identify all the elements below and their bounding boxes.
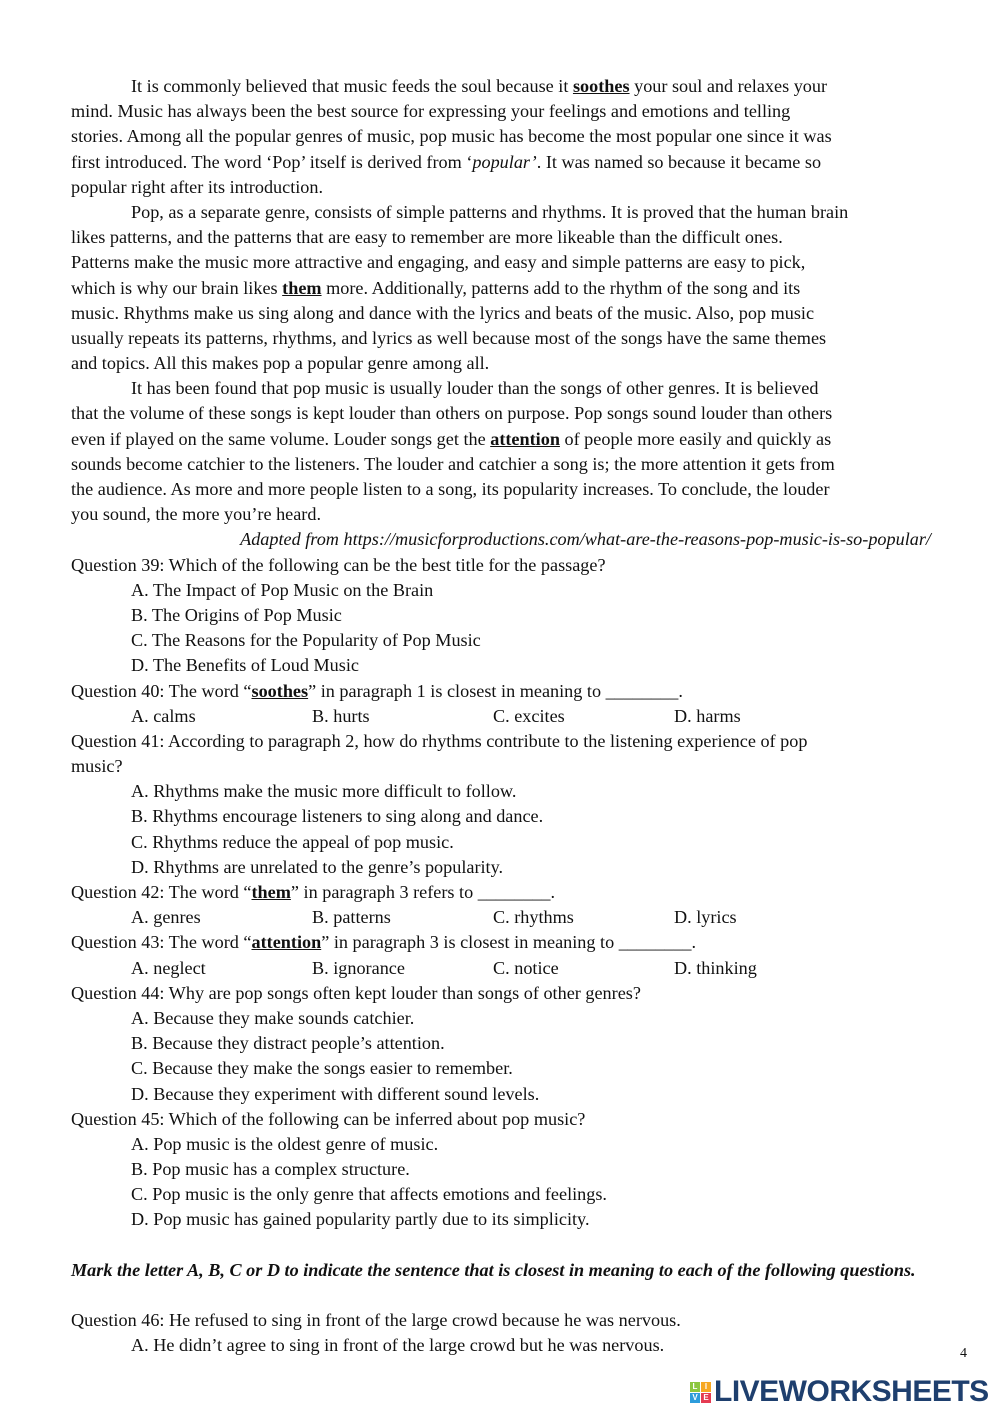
text-line xyxy=(71,553,931,578)
text-segment: of people more easily and quickly as xyxy=(559,428,832,449)
text-segment: C. The Reasons for the Popularity of Pop Music xyxy=(131,630,481,651)
text-segment: Question 41: According to paragraph 2, how do rhythms contribute to the listening experience of pop xyxy=(71,730,808,751)
underlined-word: attention xyxy=(490,428,560,449)
text-line xyxy=(71,452,931,477)
text-line xyxy=(71,99,931,124)
text-line xyxy=(71,1107,931,1132)
logo-tile: E xyxy=(701,1393,711,1403)
text-segment: mind. Music has always been the best source for expressing your feelings and emotions and telling xyxy=(71,101,791,122)
text-segment: more. Additionally, patterns add to the rhythm of the song and its xyxy=(321,277,801,298)
text-segment: music? xyxy=(71,756,123,777)
text-segment: Adapted from https://musicforproductions.com/what-are-the-reasons-pop-music-is-so-popular/ xyxy=(240,529,931,550)
text-line xyxy=(71,1006,931,1031)
answer-option: B. ignorance xyxy=(312,957,405,978)
text-line xyxy=(71,855,931,880)
page-number: 4 xyxy=(960,1346,967,1361)
answer-option: D. harms xyxy=(674,705,741,726)
text-segment: C. Because they make the songs easier to remember. xyxy=(131,1058,513,1079)
text-line xyxy=(71,1031,931,1056)
logo-tile: V xyxy=(690,1393,700,1403)
text-line xyxy=(71,376,931,401)
source-citation xyxy=(71,527,931,552)
text-segment: which is why our brain likes xyxy=(71,277,283,298)
text-line xyxy=(71,628,931,653)
answer-option: A. calms xyxy=(131,705,196,726)
text-line xyxy=(71,1157,931,1182)
text-segment: ” in paragraph 3 refers to ________. xyxy=(290,882,556,902)
text-line xyxy=(71,427,931,452)
text-segment: B. Rhythms encourage listeners to sing along and dance. xyxy=(131,806,544,827)
underlined-word: attention xyxy=(251,932,322,953)
text-line xyxy=(71,250,931,275)
text-segment: D. Pop music has gained popularity partly due to its simplicity. xyxy=(131,1209,590,1230)
text-line xyxy=(71,326,931,351)
text-segment: Question 44: Why are pop songs often kept louder than songs of other genres? xyxy=(71,982,641,1003)
text-line xyxy=(71,1333,931,1358)
text-segment: even if played on the same volume. Louder songs get the xyxy=(71,428,491,449)
text-line xyxy=(71,150,931,175)
answer-option: B. patterns xyxy=(312,907,391,928)
worksheet-document xyxy=(71,74,931,1358)
logo-tile: L xyxy=(690,1382,700,1392)
text-line xyxy=(71,175,931,200)
text-line xyxy=(71,930,931,955)
text-segment: Pop, as a separate genre, consists of simple patterns and rhythms. It is proved that the human brain xyxy=(131,201,849,222)
answer-option: A. neglect xyxy=(131,957,206,978)
text-line xyxy=(71,704,931,729)
text-segment: It is commonly believed that music feeds the soul because it xyxy=(131,76,573,96)
answer-option: B. hurts xyxy=(312,705,370,726)
text-segment: sounds become catchier to the listeners. The louder and catchier a song is; the more attention it gets from xyxy=(71,453,835,474)
text-segment: likes patterns, and the patterns that are easy to remember are more likeable than the difficult ones. xyxy=(71,227,783,248)
text-line xyxy=(71,905,931,930)
answer-option: C. notice xyxy=(493,957,559,978)
text-segment: popular right after its introduction. xyxy=(71,176,324,197)
text-segment: B. Because they distract people’s attention. xyxy=(131,1033,445,1054)
text-segment: A. The Impact of Pop Music on the Brain xyxy=(131,579,434,600)
text-segment: Question 43: The word “ xyxy=(71,932,252,953)
logo-text: LIVEWORKSHEETS xyxy=(714,1375,989,1408)
answer-option: A. genres xyxy=(131,907,201,928)
text-segment: A. Pop music is the oldest genre of music. xyxy=(131,1133,439,1154)
text-line xyxy=(71,729,931,754)
text-segment: A. Because they make sounds catchier. xyxy=(131,1007,415,1028)
answer-option: C. rhythms xyxy=(493,907,574,928)
logo-tile: I xyxy=(701,1382,711,1392)
text-line xyxy=(71,1056,931,1081)
text-line xyxy=(71,1082,931,1107)
text-segment: usually repeats its patterns, rhythms, and lyrics as well because most of the songs have the same themes xyxy=(71,327,827,348)
text-segment: Question 42: The word “ xyxy=(71,882,252,902)
text-line xyxy=(71,401,931,426)
text-segment: Question 40: The word “ xyxy=(71,680,252,701)
text-line xyxy=(71,1132,931,1157)
text-line xyxy=(71,74,931,99)
text-segment: D. Because they experiment with different sound levels. xyxy=(131,1083,540,1104)
text-segment: Patterns make the music more attractive and engaging, and easy and simple patterns are easy to pick, xyxy=(71,252,806,273)
text-line xyxy=(71,1182,931,1207)
text-segment: Question 45: Which of the following can be inferred about pop music? xyxy=(71,1108,586,1129)
text-line xyxy=(71,830,931,855)
text-line xyxy=(71,124,931,149)
text-line xyxy=(71,880,931,905)
underlined-word: soothes xyxy=(572,76,630,96)
text-segment: C. Pop music is the only genre that affects emotions and feelings. xyxy=(131,1184,607,1205)
text-segment: the audience. As more and more people listen to a song, its popularity increases. To conclude, the louder xyxy=(71,479,830,499)
text-segment: music. Rhythms make us sing along and dance with the lyrics and beats of the music. Also, pop music xyxy=(71,302,815,323)
text-line xyxy=(71,679,931,704)
text-segment: you sound, the more you’re heard. xyxy=(71,504,322,525)
text-segment: D. Rhythms are unrelated to the genre’s popularity. xyxy=(131,856,504,877)
text-line xyxy=(71,301,931,326)
text-segment: and topics. All this makes pop a popular genre among all. xyxy=(71,353,490,374)
text-segment: first introduced. The word ‘Pop’ itself is derived from ‘ xyxy=(71,151,473,172)
text-line xyxy=(71,225,931,250)
text-line xyxy=(71,956,931,981)
text-line xyxy=(71,981,931,1006)
text-segment: that the volume of these songs is kept louder than others on purpose. Pop songs sound louder than others xyxy=(71,403,833,424)
text-line xyxy=(71,779,931,804)
text-line xyxy=(71,1308,931,1333)
text-line xyxy=(71,502,931,527)
text-line xyxy=(71,477,931,502)
text-line xyxy=(71,1233,931,1258)
text-segment: It has been found that pop music is usually louder than the songs of other genres. It is believed xyxy=(131,378,819,399)
text-segment: your soul and relaxes your xyxy=(629,76,828,96)
text-segment: Question 46: He refused to sing in front of the large crowd because he was nervous. xyxy=(71,1310,681,1331)
text-segment: . It was named so because it became so xyxy=(536,151,822,172)
text-segment: A. He didn’t agree to sing in front of the large crowd but he was nervous. xyxy=(131,1335,665,1356)
text-segment: A. Rhythms make the music more difficult to follow. xyxy=(131,781,517,802)
text-line xyxy=(71,578,931,603)
text-segment: C. Rhythms reduce the appeal of pop music. xyxy=(131,831,454,852)
underlined-word: them xyxy=(282,277,322,298)
answer-option: D. lyrics xyxy=(674,907,737,928)
section-instruction xyxy=(71,1258,931,1308)
text-line xyxy=(71,603,931,628)
text-segment: B. The Origins of Pop Music xyxy=(131,604,342,625)
underlined-word: them xyxy=(251,882,291,902)
underlined-word: soothes xyxy=(251,680,309,701)
text-segment: Question 39: Which of the following can be the best title for the passage? xyxy=(71,554,606,575)
text-line xyxy=(71,653,931,678)
text-segment: Mark the letter A, B, C or D to indicate the sentence that is closest in meaning to each of the following questions. xyxy=(71,1259,916,1280)
answer-option: D. thinking xyxy=(674,957,757,978)
text-segment: B. Pop music has a complex structure. xyxy=(131,1159,410,1180)
text-segment: ” in paragraph 1 is closest in meaning to ________. xyxy=(308,680,683,701)
text-line xyxy=(71,754,931,779)
text-segment: D. The Benefits of Loud Music xyxy=(131,655,359,676)
text-segment: popular’ xyxy=(472,151,537,172)
answer-option: C. excites xyxy=(493,705,565,726)
text-segment: stories. Among all the popular genres of music, pop music has become the most popular one since it was xyxy=(71,126,832,147)
logo-tiles-icon xyxy=(690,1382,711,1403)
liveworksheets-logo xyxy=(690,1375,989,1409)
text-line xyxy=(71,351,931,376)
text-line xyxy=(71,276,931,301)
text-line xyxy=(71,200,931,225)
text-segment: ” in paragraph 3 is closest in meaning to ________. xyxy=(321,932,697,953)
text-line xyxy=(71,1207,931,1232)
text-line xyxy=(71,804,931,829)
